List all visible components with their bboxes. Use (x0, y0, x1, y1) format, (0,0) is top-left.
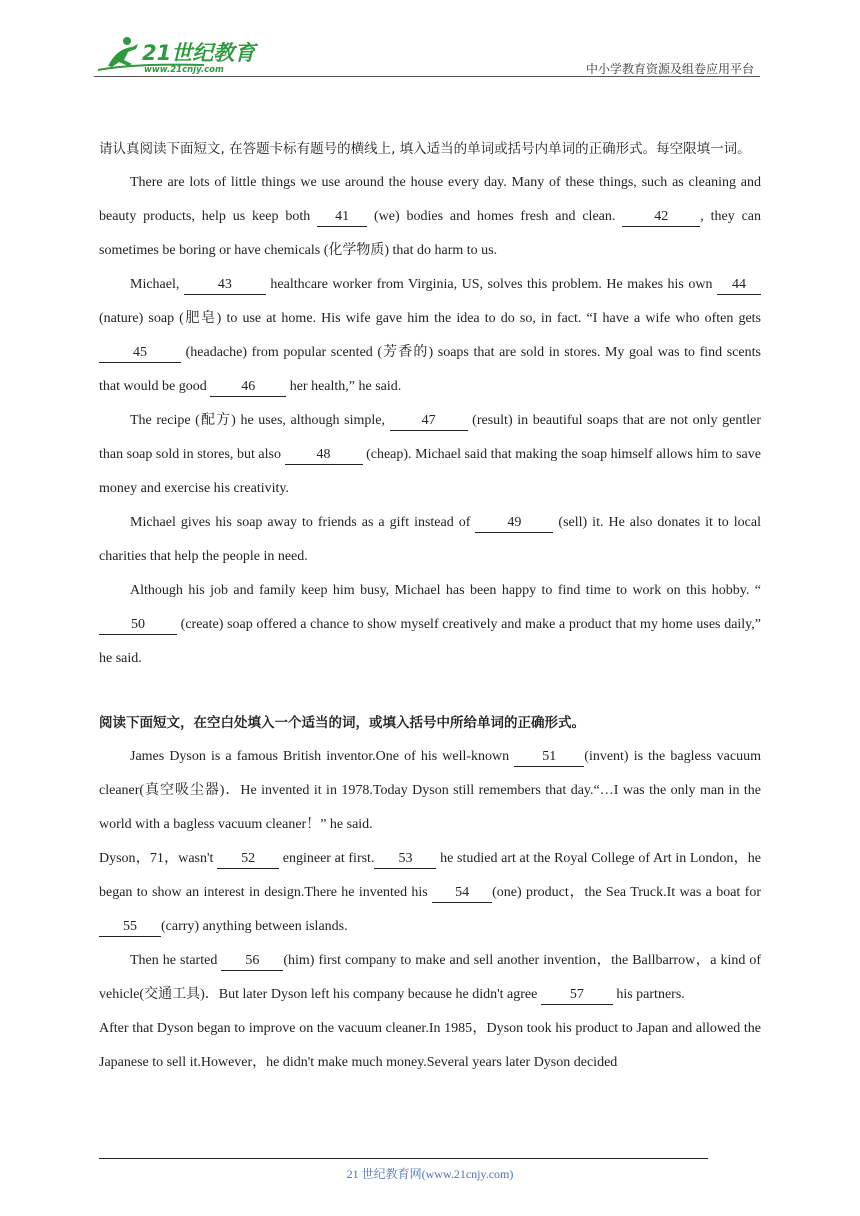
s2-paragraph-3: Then he started 56 (him) first company to make and sell another invention，the Ballbarrow，a kind of vehicle(交通工具)．But later Dyson left his company because he didn't agree 57 his partners. (99, 944, 761, 1012)
blank-42[interactable]: 42 (622, 208, 700, 227)
document-body (99, 132, 761, 1080)
s2-paragraph-4: After that Dyson began to improve on the vacuum cleaner.In 1985，Dyson took his product to Japan and allowed the Japanese to sell it.However，he didn't make much money.Several years later Dyson decided (99, 1021, 761, 1070)
blank-41[interactable]: 41 (317, 208, 367, 227)
svg-text:21世纪教育: 21世纪教育 (142, 41, 256, 65)
section2-instruction: 阅读下面短文，在空白处填入一个适当的词，或填入括号中所给单词的正确形式。 (99, 715, 585, 731)
s1-paragraph-3: The recipe (配方) he uses, although simple, 47 (result) in beautiful soaps that are not only gentler than soap sold in stores, but also 48 (cheap). Michael said that making the soap himself allows him to save money and exercise his creativity. (99, 413, 761, 496)
blank-47[interactable]: 47 (390, 412, 468, 431)
blank-50[interactable]: 50 (99, 616, 177, 635)
blank-51[interactable]: 51 (514, 748, 584, 767)
svg-text:www.21cnjy.com: www.21cnjy.com (144, 65, 224, 74)
blank-52[interactable]: 52 (217, 850, 279, 869)
section1-instruction: 请认真阅读下面短文, 在答题卡标有题号的横线上, 填入适当的单词或括号内单词的正确形式。每空限填一词。 (99, 141, 751, 157)
header-divider (94, 76, 760, 77)
site-logo (94, 34, 264, 74)
s1-paragraph-2: Michael, 43 healthcare worker from Virginia, US, solves this problem. He makes his own 44 (nature) soap (肥皂) to use at home. His wife gave him the idea to do so, in fact. “I have a wife who often gets 45 (headache) from popular scented (芳香的) soaps that are sold in stores. My goal was to find scents that would be good 46 her health,” he said. (99, 268, 761, 404)
blank-49[interactable]: 49 (475, 514, 553, 533)
page-header (94, 30, 760, 78)
blank-56[interactable]: 56 (221, 952, 283, 971)
s1-paragraph-1: There are lots of little things we use around the house every day. Many of these things, such as cleaning and beauty products, help us keep both 41 (we) bodies and homes fresh and clean. 42 , they can sometimes be boring or have chemicals (化学物质) that do harm to us. (99, 175, 762, 258)
blank-45[interactable]: 45 (99, 344, 181, 363)
blank-53[interactable]: 53 (374, 850, 436, 869)
footer-divider (99, 1158, 708, 1159)
section-gap (99, 676, 761, 706)
footer-text: 21 世纪教育网(www.21cnjy.com) (346, 1167, 514, 1181)
s1-paragraph-4: Michael gives his soap away to friends as a gift instead of 49 (sell) it. He also donates it to local charities that help the people in need. (99, 515, 761, 564)
blank-46[interactable]: 46 (210, 378, 286, 397)
s1-paragraph-5: Although his job and family keep him busy, Michael has been happy to find time to work on this hobby. “50 (create) soap offered a chance to show myself creatively and make a product that my home uses daily,” he said. (99, 583, 761, 666)
blank-57[interactable]: 57 (541, 986, 613, 1005)
s2-paragraph-2: Dyson，71，wasn't 52 engineer at first. 53 he studied art at the Royal College of Art in London，he began to show an interest in design.There he invented his 54 (one) product，the Sea Truck.It was a boat for 55 (carry) anything between islands. (99, 842, 761, 944)
blank-43[interactable]: 43 (184, 276, 266, 295)
blank-48[interactable]: 48 (285, 446, 363, 465)
blank-44[interactable]: 44 (717, 276, 761, 295)
blank-54[interactable]: 54 (432, 884, 492, 903)
blank-55[interactable]: 55 (99, 918, 161, 937)
s2-paragraph-1: James Dyson is a famous British inventor.One of his well-known 51 (invent) is the bagless vacuum cleaner(真空吸尘器)．He invented it in 1978.Today Dyson still remembers that day.“…I was the only man in the world with a bagless vacuum cleaner！” he said. (99, 749, 761, 832)
platform-title: 中小学教育资源及组卷应用平台 (585, 62, 754, 76)
